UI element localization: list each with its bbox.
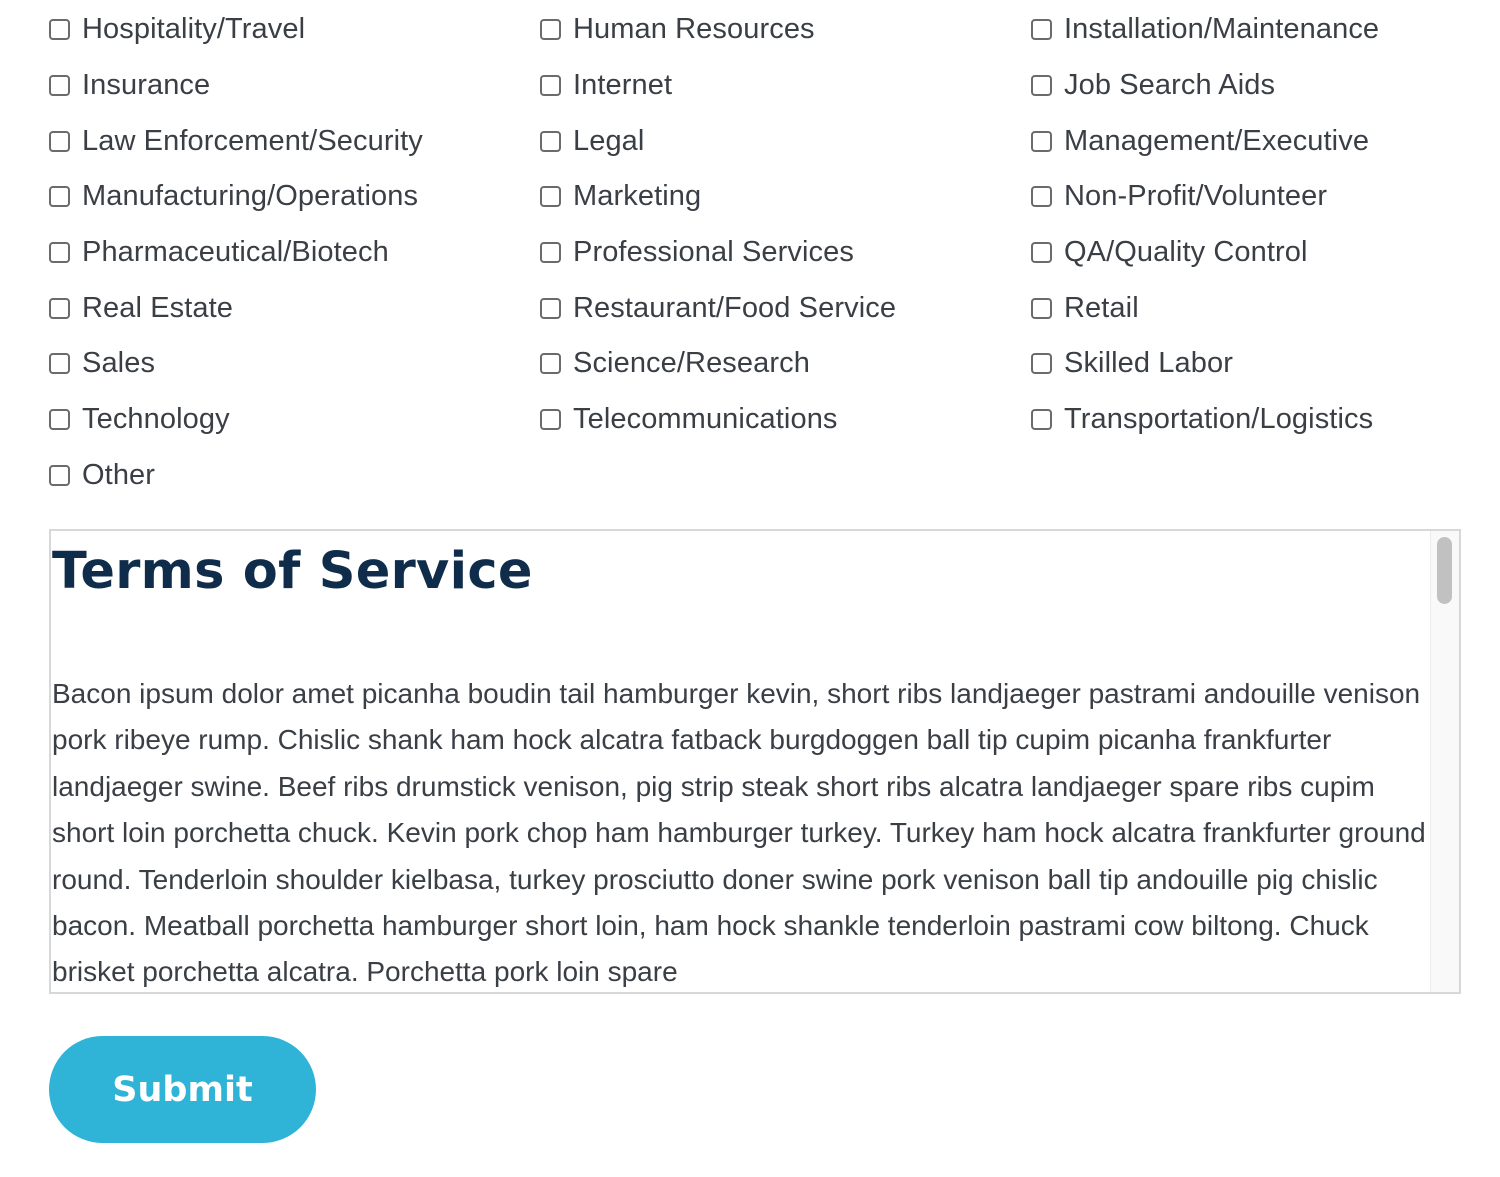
category-checkbox[interactable] <box>1031 19 1052 40</box>
category-option[interactable] <box>540 169 1031 225</box>
category-checkbox[interactable] <box>540 75 561 96</box>
category-option[interactable] <box>1031 392 1499 448</box>
terms-scrollbar-thumb[interactable] <box>1437 537 1452 604</box>
category-checkbox[interactable] <box>1031 75 1052 96</box>
terms-body-text: Bacon ipsum dolor amet picanha boudin tail hamburger kevin, short ribs landjaeger pastrami andouille venison pork ribeye rump. Chislic shank ham hock alcatra fatback burgdoggen ball tip cupim picanha frankfurter landjaeger swine. Beef ribs drumstick venison, pig strip steak short ribs alcatra landjaeger spare ribs cupim short loin porchetta chuck. Kevin pork chop ham hamburger turkey. Turkey ham hock alcatra frankfurter ground round. Tenderloin shoulder kielbasa, turkey prosciutto doner swine pork venison ball tip andouille pig chislic bacon. Meatball porchetta hamburger short loin, ham hock shankle tenderloin pastrami cow biltong. Chuck brisket porchetta alcatra. Porchetta pork loin spare <box>52 678 1426 988</box>
category-label: Manufacturing/Operations <box>82 180 419 213</box>
category-label: Law Enforcement/Security <box>82 124 423 157</box>
category-checkbox[interactable] <box>1031 353 1052 374</box>
category-checkbox[interactable] <box>540 19 561 40</box>
category-option[interactable] <box>49 169 540 225</box>
category-option[interactable] <box>540 225 1031 281</box>
category-label: Hospitality/Travel <box>82 13 306 46</box>
category-checkbox[interactable] <box>540 242 561 263</box>
category-label: Science/Research <box>573 347 810 380</box>
category-option[interactable] <box>49 58 540 114</box>
category-option[interactable] <box>1031 2 1499 58</box>
category-label: Transportation/Logistics <box>1064 403 1374 436</box>
category-label: Job Search Aids <box>1064 69 1276 102</box>
category-label: Marketing <box>573 180 702 213</box>
category-label: Installation/Maintenance <box>1064 13 1380 46</box>
category-label: Skilled Labor <box>1064 347 1233 380</box>
category-checkbox[interactable] <box>540 409 561 430</box>
category-label: Other <box>82 458 156 491</box>
category-label: Management/Executive <box>1064 124 1370 157</box>
category-option[interactable] <box>1031 169 1499 225</box>
category-label: Pharmaceutical/Biotech <box>82 236 389 269</box>
category-checkbox[interactable] <box>540 298 561 319</box>
category-label: Restaurant/Food Service <box>573 291 897 324</box>
category-option[interactable] <box>49 280 540 336</box>
category-label: Sales <box>82 347 156 380</box>
submit-button[interactable]: Submit <box>49 1036 316 1143</box>
category-option[interactable] <box>1031 336 1499 392</box>
terms-title: Terms of Service <box>52 542 533 601</box>
category-label: QA/Quality Control <box>1064 236 1308 269</box>
category-label: Technology <box>82 403 230 436</box>
category-option[interactable] <box>540 392 1031 448</box>
category-option[interactable] <box>540 336 1031 392</box>
category-label: Non-Profit/Volunteer <box>1064 180 1328 213</box>
category-checkbox[interactable] <box>49 75 70 96</box>
category-option[interactable] <box>1031 58 1499 114</box>
category-option[interactable] <box>540 58 1031 114</box>
category-checkbox[interactable] <box>1031 131 1052 152</box>
category-checkbox[interactable] <box>1031 298 1052 319</box>
category-checkbox-grid <box>49 2 1499 503</box>
category-checkbox[interactable] <box>540 353 561 374</box>
category-checkbox[interactable] <box>1031 242 1052 263</box>
category-checkbox[interactable] <box>49 353 70 374</box>
category-option[interactable] <box>1031 225 1499 281</box>
category-checkbox[interactable] <box>49 465 70 486</box>
category-option[interactable] <box>540 280 1031 336</box>
category-label: Telecommunications <box>573 403 838 436</box>
category-label: Insurance <box>82 69 211 102</box>
category-option[interactable] <box>540 113 1031 169</box>
category-label: Professional Services <box>573 236 854 269</box>
category-label: Human Resources <box>573 13 815 46</box>
category-option[interactable] <box>49 225 540 281</box>
category-checkbox[interactable] <box>49 242 70 263</box>
category-label: Legal <box>573 124 645 157</box>
terms-scrollbar-track[interactable] <box>1430 531 1459 992</box>
category-label: Internet <box>573 69 673 102</box>
category-option[interactable] <box>49 448 540 504</box>
category-checkbox[interactable] <box>1031 186 1052 207</box>
category-option[interactable] <box>540 2 1031 58</box>
category-checkbox[interactable] <box>49 131 70 152</box>
category-option[interactable] <box>49 113 540 169</box>
category-option[interactable] <box>1031 280 1499 336</box>
category-option[interactable] <box>1031 113 1499 169</box>
category-checkbox[interactable] <box>49 409 70 430</box>
category-checkbox[interactable] <box>49 186 70 207</box>
category-option[interactable] <box>49 336 540 392</box>
category-label: Real Estate <box>82 291 234 324</box>
category-checkbox[interactable] <box>1031 409 1052 430</box>
category-checkbox[interactable] <box>540 131 561 152</box>
category-checkbox[interactable] <box>540 186 561 207</box>
category-checkbox[interactable] <box>49 298 70 319</box>
category-checkbox[interactable] <box>49 19 70 40</box>
terms-of-service-box[interactable] <box>49 529 1461 994</box>
terms-content <box>52 531 1430 994</box>
category-option[interactable] <box>49 2 540 58</box>
category-label: Retail <box>1064 291 1139 324</box>
category-option[interactable] <box>49 392 540 448</box>
